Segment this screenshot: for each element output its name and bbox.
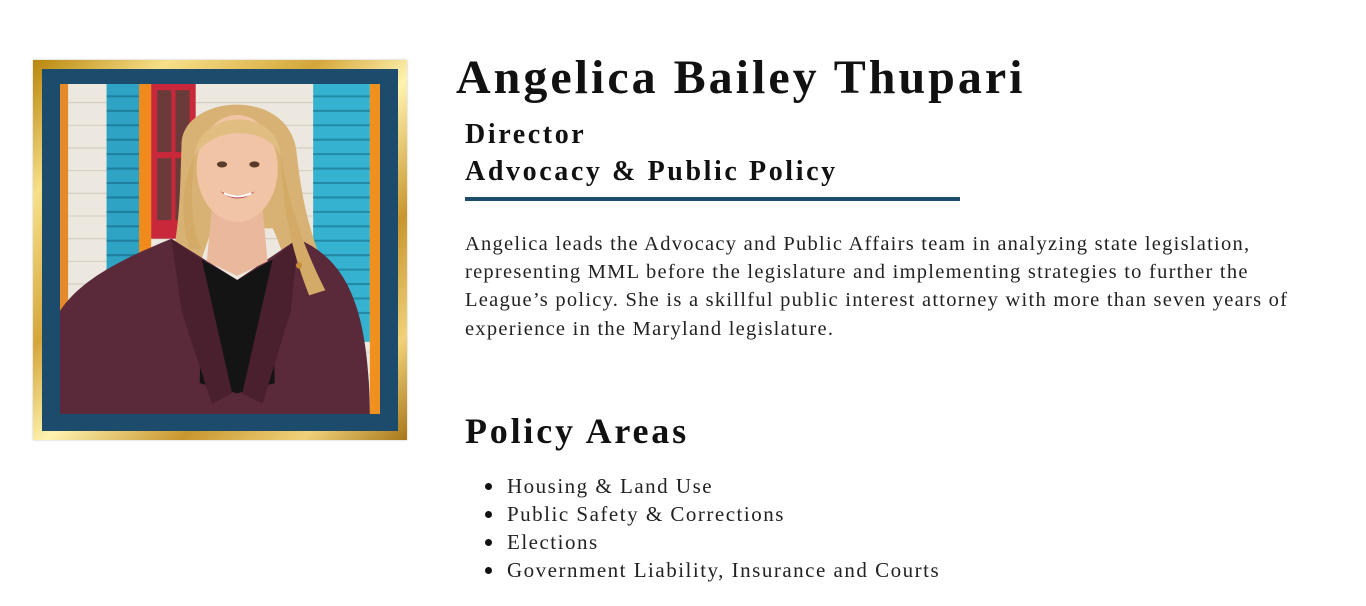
policy-areas-list	[483, 472, 940, 584]
portrait-frame	[33, 60, 407, 440]
bullet-icon	[485, 483, 492, 490]
bullet-icon	[485, 567, 492, 574]
bullet-icon	[485, 539, 492, 546]
profile-title	[465, 116, 838, 190]
policy-areas-heading: Policy Areas	[465, 411, 689, 451]
portrait-mat	[42, 69, 398, 431]
title-divider	[465, 197, 960, 201]
profile-title-position: Director	[465, 119, 587, 150]
portrait-illustration	[60, 84, 380, 414]
policy-area-item	[483, 472, 940, 500]
policy-area-label: Elections	[507, 530, 599, 554]
policy-area-label: Housing & Land Use	[507, 474, 714, 498]
profile-title-department: Advocacy & Public Policy	[465, 156, 838, 187]
bullet-icon	[485, 511, 492, 518]
policy-area-label: Government Liability, Insurance and Courts	[507, 558, 941, 582]
profile-name: Angelica Bailey Thupari	[456, 51, 1026, 104]
policy-area-label: Public Safety & Corrections	[507, 502, 785, 526]
profile-bio: Angelica leads the Advocacy and Public Affairs team in analyzing state legislation, representing MML before the legislature and implementing strategies to further the League’s policy. She is a skillful public interest attorney with more than seven years of experience in the Maryland legislature.	[465, 233, 1289, 340]
policy-area-item	[483, 556, 940, 584]
portrait-photo	[60, 84, 380, 414]
policy-area-item	[483, 500, 940, 528]
policy-area-item	[483, 528, 940, 556]
